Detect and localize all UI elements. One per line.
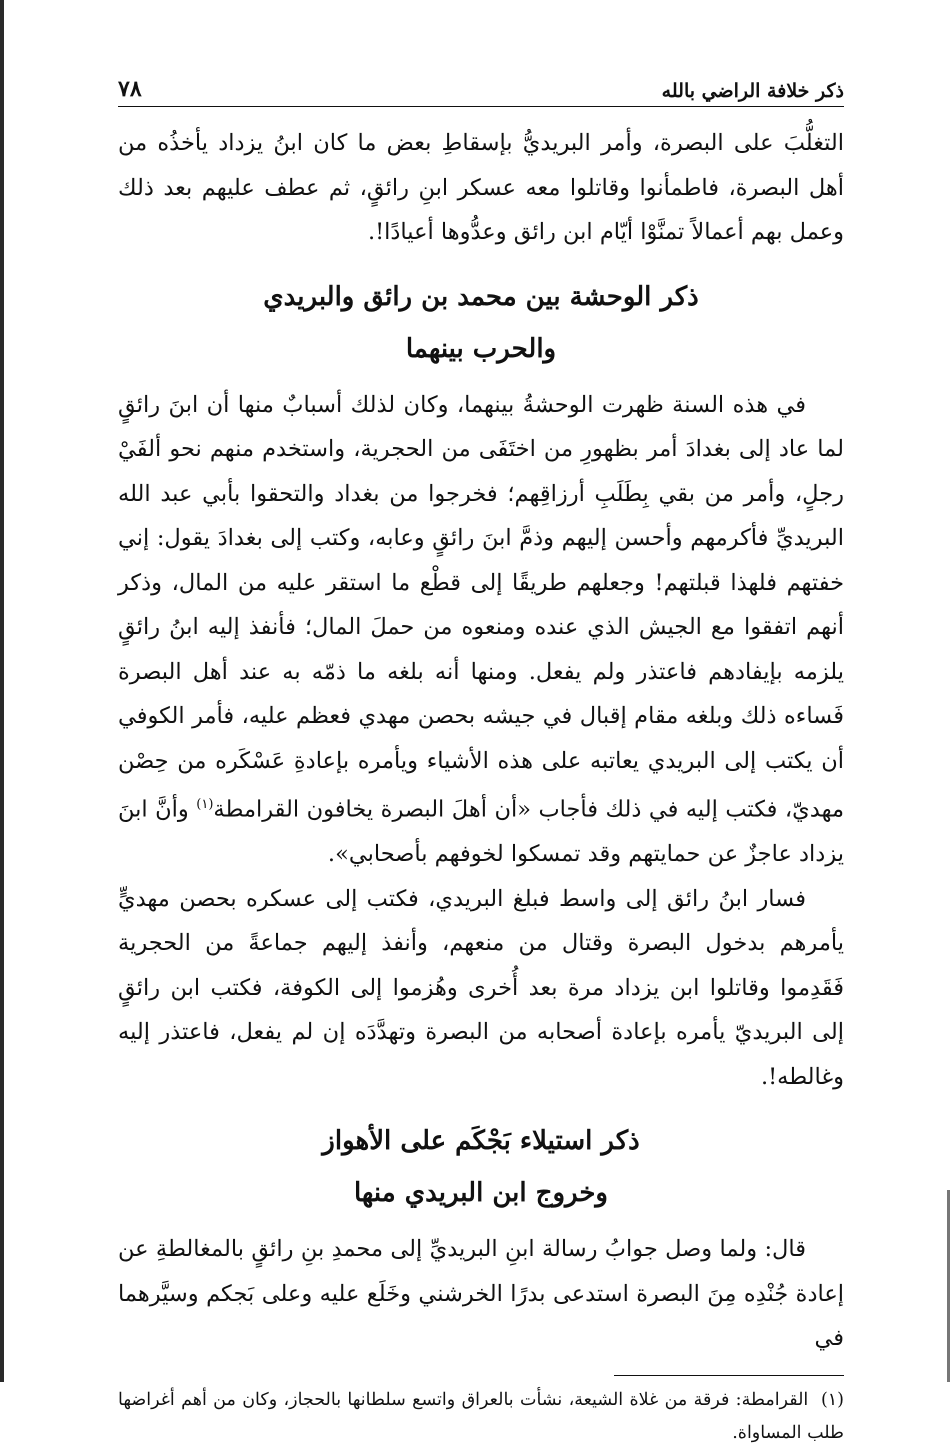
page-number: ٧٨ <box>118 76 142 102</box>
footnote-divider <box>614 1375 844 1376</box>
section-heading-1-line-1: ذكر الوحشة بين محمد بن رائق والبريدي <box>263 281 699 312</box>
section-heading-2-line-2: وخروج ابن البريدي منها <box>354 1178 608 1208</box>
section-heading-1-line-2: والحرب بينهما <box>405 333 557 364</box>
footnote-marker: (١) <box>820 1389 844 1410</box>
footnote-text: القرامطة: فرقة من غلاة الشيعة، نشأت بالعراق واتسع سلطانها بالحجاز، وكان من أهم أغراضها طلب المساواة. <box>118 1389 844 1443</box>
section-heading-2-line-1: ذكر استيلاء بَجْكَم على الأهواز <box>322 1126 640 1156</box>
paragraph-4: قال: ولما وصل جوابُ رسالة ابنِ البريديِّ إلى محمدِ بنِ رائقٍ بالمغالطةِ عن إعادة جُنْدِه مِنَ البصرة استدعى بدرًا الخرشني وخَلَع عليه وعلى بَجكم وسيَّرهما في <box>118 1236 844 1351</box>
footnote <box>118 1384 844 1450</box>
section-heading-1 <box>118 271 844 375</box>
paragraph-2-tail: وأنَّ ابنَ يزداد عاجزٌ عن حمايتهم وقد تمسكوا لخوفهم بأصحابي». <box>118 796 844 867</box>
running-head <box>118 62 844 107</box>
paragraph-3: فسار ابنُ رائق إلى واسط فبلغ البريدي، فكتب إلى عسكره بحصن مهديٍّ يأمرهم بدخول البصرة وقتال من منعهم، وأنفذ إليهم جماعةً من الحجرية فَقَدِموا وقاتلوا ابن يزداد مرة بعد أُخرى وهُزموا إلى الكوفة، فكتب ابن رائقٍ إلى البريديّ يأمره بإعادة أصحابه من البصرة وتهدَّدَه إن لم يفعل، فاعتذر إليه وغالطه!. <box>118 885 844 1090</box>
scan-edge-left <box>0 0 4 1382</box>
paragraph-2 <box>118 383 844 877</box>
paragraph-2-text: في هذه السنة ظهرت الوحشةُ بينهما، وكان لذلك أسبابٌ منها أن ابنَ رائقٍ لما عاد إلى بغدادَ أمر بظهورِ من اختَفَى من الحجرية، واستخدم منهم نحو ألفَيْ رجلٍ، وأمر من بقي بِطَلَبِ أرزاقِهم؛ فخرجوا من بغداد والتحقوا بأبي عبد الله البريديِّ فأكرمهم وأحسن إليهم وذمَّ ابنَ رائقٍ وعابه، وكتب إلى بغدادَ يقول: إني خفتهم فلهذا قبلتهم! وجعلهم طريقًا إلى قطْع ما استقر عليه من المال، وذكر أنهم اتفقوا مع الجيش الذي عنده ومنعوه من حملَ المال؛ فأنفذ إليه ابنُ رائقٍ يلزمه بإيفادهم فاعتذر ولم يفعل. ومنها أنه بلغه ما ذمّه به عند أهل البصرة فَساءه ذلك وبلغه مقام إقبال في جيشه بحصن مهدي فعظم عليه، فأمر الكوفي أن يكتب إلى البريدي يعاتبه على هذه الأشياء ويأمره بإعادةِ عَسْكَره من حِصْن مهديّ، فكتب إليه في ذلك فأجاب «أن أهلَ البصرة يخافون القرامطة <box>118 391 844 823</box>
section-heading-2 <box>118 1115 844 1219</box>
paragraph-continued: التغلُّبَ على البصرة، وأمر البريديُّ بإسقاطِ بعض ما كان ابنُ يزداد يأخذُه من أهل البصرة، فاطمأنوا وقاتلوا معه عسكر ابنِ رائقٍ، ثم عطف عليهم بعد ذلك وعمل بهم أعمالاً تمنَّوْا أيّام ابن رائق وعدُّوها أعيادًا!. <box>118 130 844 245</box>
footnote-reference: (١) <box>196 797 214 812</box>
running-title: ذكر خلافة الراضي بالله <box>661 80 844 102</box>
book-page <box>118 62 844 1450</box>
